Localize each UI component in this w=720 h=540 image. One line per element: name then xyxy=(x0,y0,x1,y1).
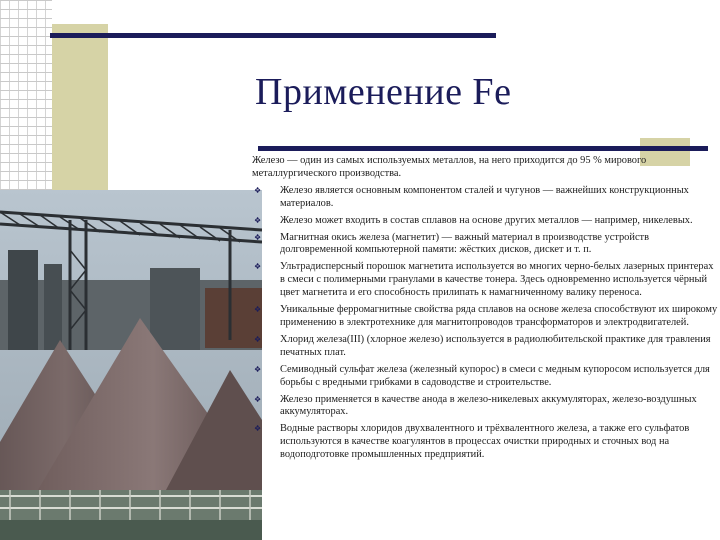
list-item: ❖ Уникальные ферромагнитные свойства ряда сплавов на основе железа способствуют их широкому применению в электротехнике для магнитопроводов трансформаторов и электродвигателей. xyxy=(254,304,718,328)
iron-ore-photo xyxy=(0,190,262,540)
list-item: ❖ Водные растворы хлоридов двухвалентного и трёхвалентного железа, а также его сульфатов используются в качестве коагулянтов в процессах очистки природных и сточных вод на водоподготовке промышленных предприятий. xyxy=(254,423,690,461)
diamond-bullet-icon: ❖ xyxy=(254,215,262,225)
list-item: ❖ Ультрадисперсный порошок магнетита используется во многих черно-белых лазерных принтерах в смеси с полимерными гранулами в качестве тонера. Здесь одновременно используется чёрный цвет магнетита и его способность прилипать к намагниченному валику переноса. xyxy=(254,261,714,299)
list-item: ❖ Магнитная окись железа (магнетит) — важный материал в производстве устройств долговременной компьютерной памяти: жёстких дисков, дискет и т. п. xyxy=(254,231,649,256)
diamond-bullet-icon: ❖ xyxy=(254,334,262,344)
list-item: ❖ Семиводный сульфат железа (железный купорос) в смеси с медным купоросом используется для борьбы с вредными грибками в садоводстве и строительстве. xyxy=(254,363,710,388)
diamond-bullet-icon: ❖ xyxy=(254,232,262,242)
diamond-bullet-icon: ❖ xyxy=(254,262,262,272)
list-item: ❖ Хлорид железа(III) (хлорное железо) используется в радиолюбительской практике для травления печатных плат. xyxy=(254,333,711,358)
list-item: ❖ Железо применяется в качестве анода в железо-никелевых аккумуляторах, железо-воздушных аккумуляторах. xyxy=(254,393,697,418)
bullet-list xyxy=(252,185,718,462)
diamond-bullet-icon: ❖ xyxy=(254,364,262,374)
list-item: ❖ Железо может входить в состав сплавов на основе других металлов — например, никелевых. xyxy=(254,214,693,226)
diamond-bullet-icon: ❖ xyxy=(254,394,262,404)
striped-background-panel xyxy=(0,0,52,190)
diamond-bullet-icon: ❖ xyxy=(254,305,262,315)
diamond-bullet-icon: ❖ xyxy=(254,424,262,434)
diamond-bullet-icon: ❖ xyxy=(254,185,262,195)
title-underline xyxy=(258,146,708,151)
intro-paragraph: Железо — один из самых используемых металлов, на него приходится до 95 % мирового металлургического производства. xyxy=(252,155,647,179)
top-accent-line xyxy=(50,33,496,38)
list-item: ❖ Железо является основным компонентом сталей и чугунов — важнейших конструкционных материалов. xyxy=(254,184,689,209)
tan-accent-block xyxy=(52,24,108,192)
slide-body xyxy=(252,155,718,466)
slide-title: Применение Fe xyxy=(255,71,512,113)
